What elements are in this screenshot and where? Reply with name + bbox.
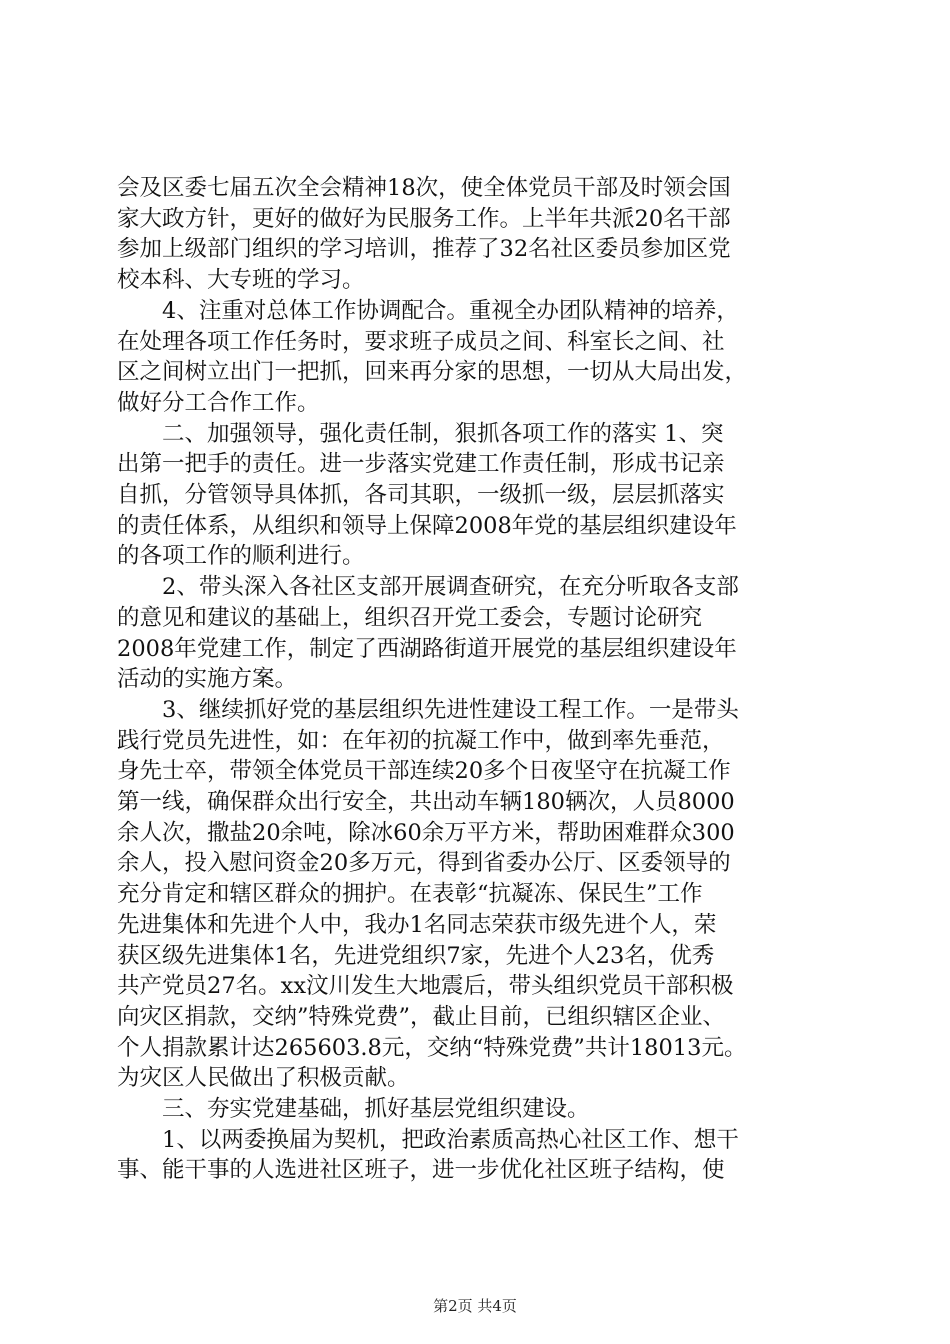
- text-line: 1、以两委换届为契机，把政治素质高热心社区工作、想干: [117, 1126, 739, 1153]
- text-line: 的意见和建议的基础上，组织召开党工委会，专题讨论研究: [117, 604, 703, 631]
- text-line: 校本科、大专班的学习。: [117, 267, 365, 294]
- text-line: 的各项工作的顺利进行。: [117, 543, 365, 570]
- text-line: 三、夯实党建基础，抓好基层党组织建设。: [117, 1096, 590, 1122]
- text-line: 余人次，撒盐20余吨，除冰60余万平方米，帮助困难群众300: [117, 819, 735, 846]
- text-line: 自抓，分管领导具体抓，各司其职，一级抓一级，层层抓落实: [117, 482, 725, 508]
- page-footer: 第2页 共4页: [433, 1297, 517, 1315]
- text-line: 会及区委七届五次全会精神18次，使全体党员干部及时领会国: [117, 175, 731, 201]
- text-line: 做好分工合作工作。: [117, 389, 320, 416]
- text-line: 3、继续抓好党的基层组织先进性建设工程工作。一是带头: [117, 696, 739, 723]
- text-line: 的责任体系，从组织和领导上保障2008年党的基层组织建设年: [117, 512, 737, 539]
- text-line: 余人，投入慰问资金20多万元，得到省委办公厅、区委领导的: [117, 850, 731, 877]
- text-line: 事、能干事的人选进社区班子，进一步优化社区班子结构，使: [117, 1157, 725, 1184]
- text-line: 为灾区人民做出了积极贡献。: [117, 1065, 410, 1092]
- text-line: 参加上级部门组织的学习培训，推荐了32名社区委员参加区党: [117, 236, 731, 263]
- text-line: 身先士卒，带领全体党员干部连续20多个日夜坚守在抗凝工作: [117, 758, 731, 785]
- text-line: 共产党员27名。xx汶川发生大地震后，带头组织党员干部积极: [117, 973, 734, 1000]
- text-line: 个人捐款累计达265603.8元，交纳“特殊党费”共计18013元。: [117, 1034, 747, 1061]
- text-line: 二、加强领导，强化责任制，狠抓各项工作的落实 1、突: [117, 420, 724, 447]
- text-line: 出第一把手的责任。进一步落实党建工作责任制，形成书记亲: [117, 451, 725, 478]
- text-line: 获区级先进集体1名，先进党组织7家，先进个人23名，优秀: [117, 942, 715, 969]
- text-line: 区之间树立出门一把抓，回来再分家的思想，一切从大局出发，: [117, 359, 748, 386]
- text-line: 活动的实施方案。: [117, 666, 298, 693]
- text-line: 践行党员先进性，如：在年初的抗凝工作中，做到率先垂范，: [117, 727, 725, 754]
- text-line: 家大政方针，更好的做好为民服务工作。上半年共派20名干部: [117, 205, 731, 232]
- text-line: 第一线，确保群众出行安全，共出动车辆180辆次，人员8000: [117, 789, 735, 815]
- text-line: 2008年党建工作，制定了西湖路街道开展党的基层组织建设年: [117, 635, 737, 662]
- text-line: 2、带头深入各社区支部开展调查研究，在充分听取各支部: [117, 574, 739, 601]
- text-line: 4、注重对总体工作协调配合。重视全办团队精神的培养，: [117, 297, 739, 324]
- text-line: 在处理各项工作任务时，要求班子成员之间、科室长之间、社: [117, 328, 725, 355]
- text-line: 充分肯定和辖区群众的拥护。在表彰“抗凝冻、保民生”工作: [117, 881, 703, 908]
- text-line: 先进集体和先进个人中，我办1名同志荣获市级先进个人，荣: [117, 911, 717, 938]
- text-line: 向灾区捐款，交纳”特殊党费”，截止目前，已组织辖区企业、: [117, 1003, 726, 1030]
